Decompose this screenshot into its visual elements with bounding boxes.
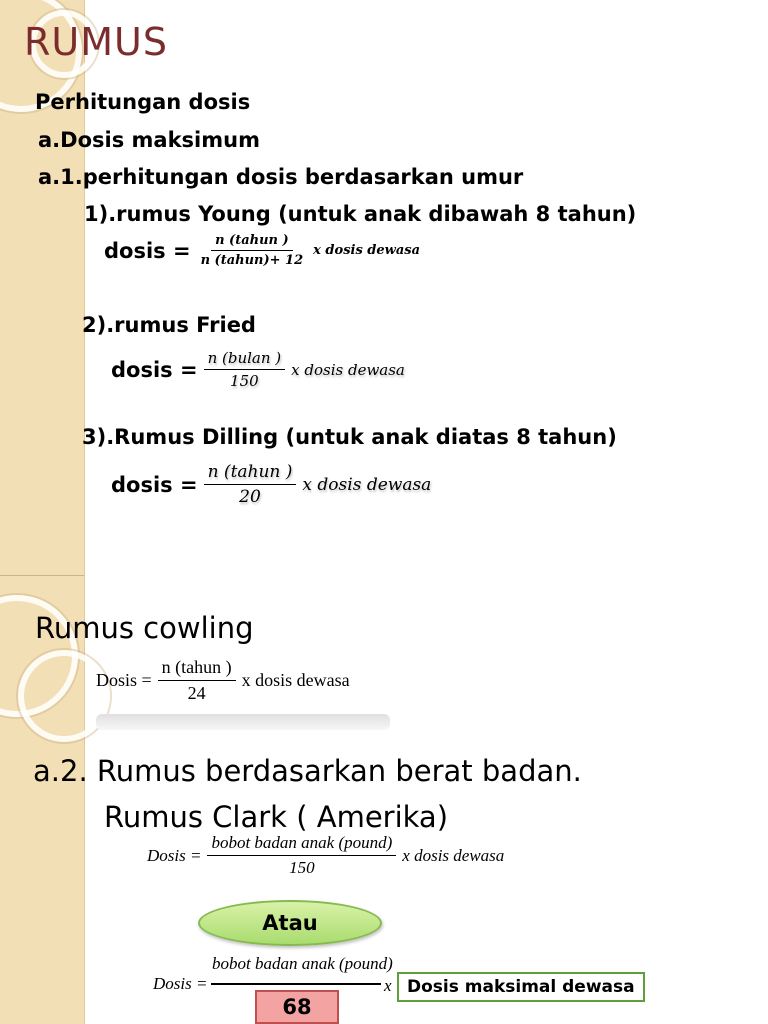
clark2-numerator: bobot badan anak (pound)	[212, 954, 393, 973]
dilling-numerator: n (tahun )	[204, 462, 297, 485]
clark-fraction	[207, 833, 396, 878]
clark-lhs: Dosis =	[147, 845, 202, 865]
young-denominator: n (tahun)+ 12	[200, 253, 304, 268]
fried-denominator: 150	[230, 372, 259, 390]
young-rest: x dosis dewasa	[313, 243, 421, 258]
berat-heading: a.2. Rumus berdasarkan berat badan.	[33, 754, 582, 788]
atau-badge: Atau	[198, 900, 382, 946]
fried-rest: x dosis dewasa	[291, 360, 405, 379]
clark2-times: x	[384, 976, 392, 995]
divider	[0, 575, 84, 576]
clark-numerator: bobot badan anak (pound)	[207, 833, 396, 856]
young-numerator: n (tahun )	[211, 233, 293, 251]
dilling-heading: 3).Rumus Dilling (untuk anak diatas 8 tahun)	[82, 425, 617, 449]
dilling-denominator: 20	[239, 487, 261, 507]
fried-lhs: dosis =	[111, 357, 198, 382]
clark-rest: x dosis dewasa	[402, 845, 505, 865]
young-formula	[104, 233, 420, 268]
cowling-rest: x dosis dewasa	[241, 670, 350, 690]
dosis-maksimal-box: Dosis maksimal dewasa	[397, 972, 645, 1002]
clark2-lhs: Dosis =	[153, 974, 208, 993]
clark-denominator: 150	[289, 858, 315, 877]
heading-umur: a.1.perhitungan dosis berdasarkan umur	[38, 165, 524, 189]
dilling-formula	[111, 462, 431, 507]
clark2-denominator-box: 68	[255, 990, 339, 1024]
cowling-heading: Rumus cowling	[35, 611, 254, 645]
fried-numerator: n (bulan )	[204, 349, 286, 370]
young-heading: 1).rumus Young (untuk anak dibawah 8 tahun)	[84, 202, 637, 226]
heading-dosis-maksimum: a.Dosis maksimum	[38, 128, 260, 152]
heading-perhitungan: Perhitungan dosis	[35, 90, 251, 114]
left-decor-stripe	[0, 0, 85, 1024]
fried-formula	[111, 349, 405, 390]
fried-heading: 2).rumus Fried	[82, 313, 256, 337]
dilling-rest: x dosis dewasa	[302, 474, 432, 495]
formula-shadow	[96, 714, 390, 730]
cowling-formula	[96, 657, 350, 704]
young-lhs: dosis =	[104, 238, 191, 263]
cowling-fraction	[158, 657, 236, 704]
dilling-lhs: dosis =	[111, 472, 198, 497]
slide-title: RUMUS	[24, 20, 168, 64]
cowling-lhs: Dosis =	[96, 670, 152, 690]
clark-formula	[147, 833, 504, 878]
clark2-fraction-bar	[211, 983, 381, 985]
clark-heading: Rumus Clark ( Amerika)	[104, 800, 449, 834]
cowling-denominator: 24	[187, 683, 206, 703]
young-fraction	[197, 233, 308, 268]
cowling-numerator: n (tahun )	[158, 657, 236, 681]
dilling-fraction	[204, 462, 297, 507]
fried-fraction	[204, 349, 286, 390]
